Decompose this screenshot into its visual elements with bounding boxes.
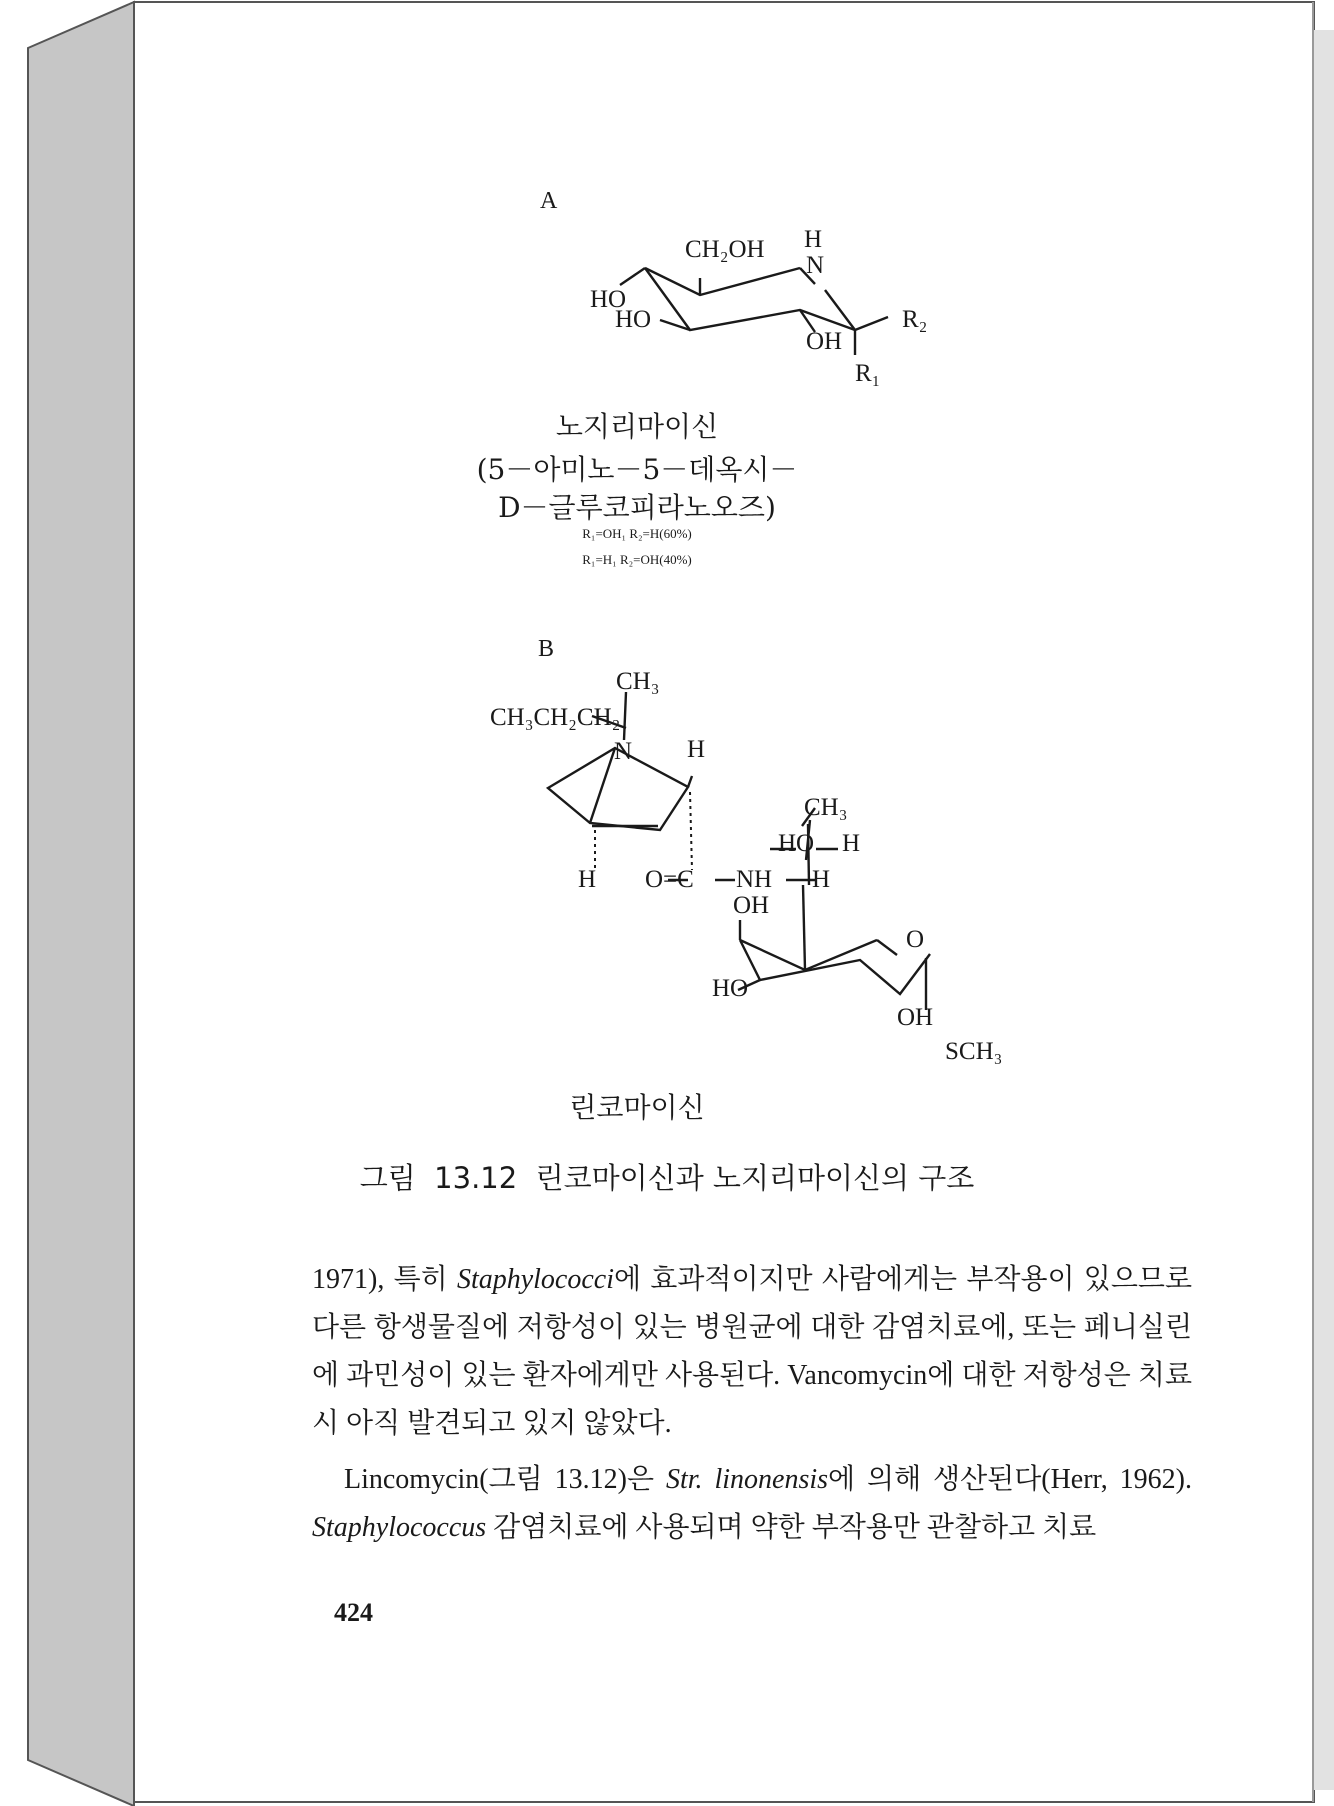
group-propyl: CH₃CH₂CH₂: [490, 704, 621, 731]
p1-text-a: 1971), 특히: [312, 1264, 457, 1295]
group-ho-side: HO: [778, 830, 815, 857]
group-oh: OH: [806, 328, 843, 355]
p2-text-b: 에 의해 생산된다(Herr, 1962).: [828, 1464, 1193, 1495]
body-paragraph-2: [312, 1456, 1192, 1552]
p2-text-a: Lincomycin(그림 13.12)은: [344, 1464, 666, 1495]
group-ho-1: HO: [590, 286, 627, 313]
group-ho-2: HO: [615, 306, 652, 333]
structure-b-label: B: [538, 636, 555, 662]
p1-italic-species: Staphylococci: [456, 1264, 614, 1295]
group-h-top: H: [804, 226, 823, 253]
figure-caption: 그림 13.12 린코마이신과 노지리마이신의 구조: [359, 1161, 975, 1195]
group-sch3: SCH₃: [945, 1038, 1003, 1065]
group-carbonyl: O=C: [645, 866, 694, 893]
group-oh-sugar: OH: [733, 892, 770, 919]
group-h-bottom: H: [578, 866, 597, 893]
group-h-side1: H: [842, 830, 861, 857]
body-paragraph-1: [312, 1256, 1192, 1448]
group-h-side2: H: [812, 866, 831, 893]
ratio-line1: R₁=OH₁ R₂=H(60%): [582, 526, 692, 541]
group-o-ring: O: [906, 926, 925, 953]
p2-italic-species: Str. linonensis: [665, 1464, 829, 1495]
group-r1: R₁: [855, 360, 881, 387]
group-n: N: [806, 252, 825, 279]
page-number: 424: [334, 1598, 373, 1627]
group-ch2oh: CH₂OH: [685, 236, 765, 263]
group-h-ring: H: [687, 736, 706, 763]
p2-text-c: 감염치료에 사용되며 약한 부작용만 관찰하고 치료: [486, 1512, 1097, 1543]
systematic-name-line1: (5－아미노－5－데옥시－: [476, 453, 798, 486]
p1-text-b: 에 효과적이지만 사람에게는 부작용이 있으므로 다른 항생물질에 저항성이 있는 병원균에 대한 감염치료에, 또는 페니실린에 과민성이 있는 환자에게만 사용된다. Vancomycin에 대한 저항성은 치료시 아직 발견되고 있지 않았다.: [312, 1264, 1192, 1439]
group-ch3-side: CH₃: [804, 794, 848, 821]
group-oh-sugar2: OH: [897, 1004, 934, 1031]
nojirimycin-name: 노지리마이신: [555, 410, 719, 443]
structure-a-label: A: [540, 188, 558, 214]
p2-italic-genus: Staphylococcus: [312, 1512, 487, 1543]
lincomycin-name: 린코마이신: [569, 1091, 705, 1124]
group-ho-sugar: HO: [712, 975, 749, 1002]
group-nh: NH: [736, 866, 773, 893]
group-n-ring: N: [614, 738, 633, 765]
ratio-line2: R₁=H₁ R₂=OH(40%): [582, 552, 692, 567]
group-ch3-top: CH₃: [616, 668, 660, 695]
systematic-name-line2: D－글루코피라노오즈): [498, 491, 776, 524]
group-r2: R₂: [902, 306, 928, 333]
